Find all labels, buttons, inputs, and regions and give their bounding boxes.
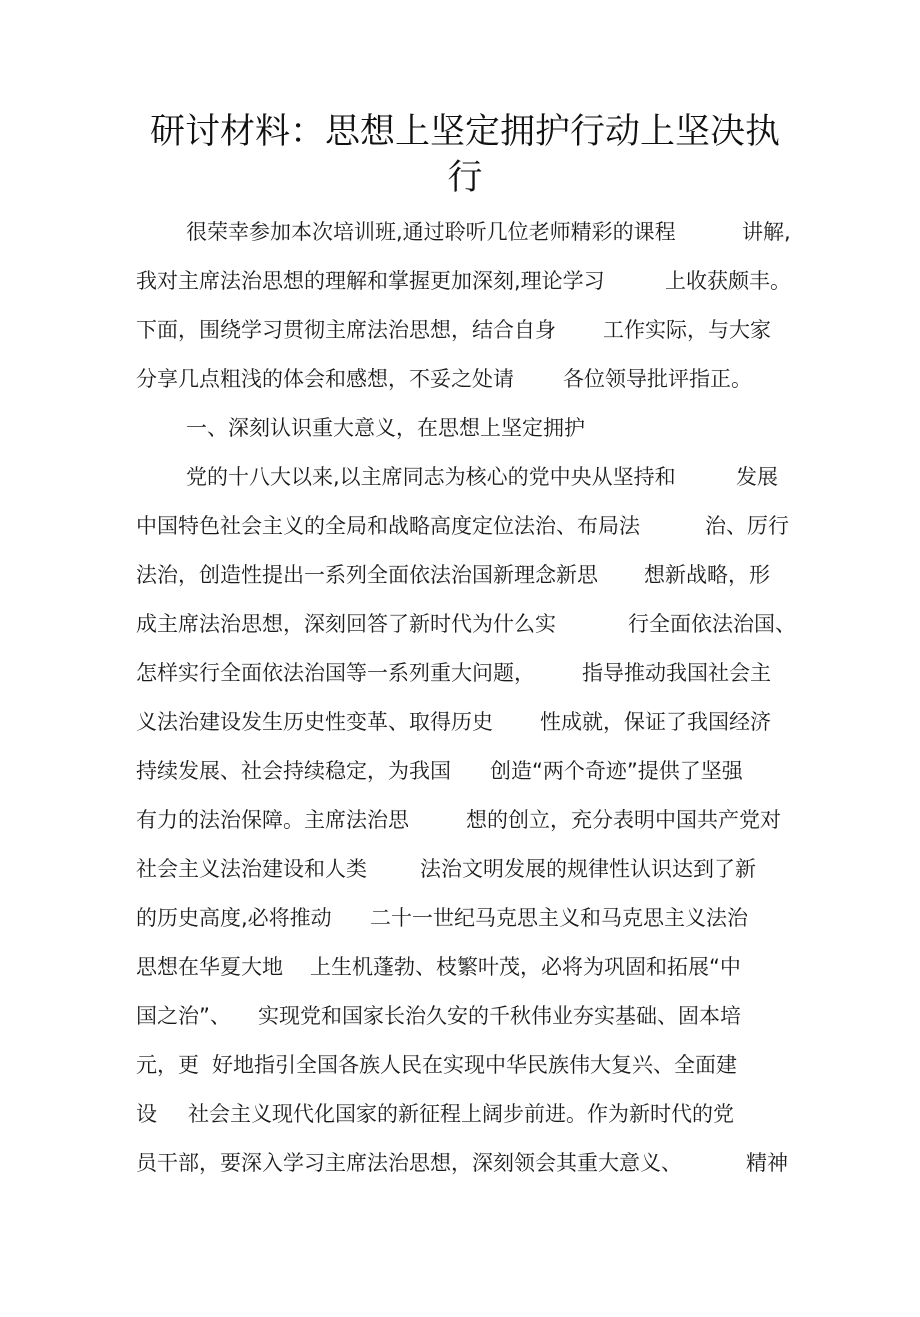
text-segment: 持续发展、社会持续稳定，为我国 xyxy=(136,759,451,783)
text-segment: 元，更 xyxy=(136,1053,199,1077)
document-title-line-1: 研讨材料：思想上坚定拥护行动上坚决执 xyxy=(150,112,781,152)
text-segment: 国之治”、 xyxy=(136,1004,231,1028)
text-segment: 法治，创造性提出一系列全面依法治国新理念新思 xyxy=(136,563,598,587)
body-line xyxy=(0,210,920,254)
text-segment: 讲解, xyxy=(742,220,791,244)
text-segment: 的历史高度,必将推动 xyxy=(136,906,332,930)
text-segment: 想的创立，充分表明中国共产党对 xyxy=(466,808,781,832)
text-segment: 发展 xyxy=(736,465,778,489)
text-segment: 社会主义现代化国家的新征程上阔步前进。作为新时代的党 xyxy=(188,1102,734,1126)
body-line xyxy=(0,455,920,499)
text-segment: 上生机蓬勃、枝繁叶茂，必将为巩固和拓展“中 xyxy=(310,955,741,979)
body-line xyxy=(0,259,920,303)
body-line xyxy=(0,700,920,744)
text-segment: 党的十八大以来,以主席同志为核心的党中央从坚持和 xyxy=(186,465,676,489)
body-line xyxy=(0,1092,920,1136)
text-segment: 成主席法治思想，深刻回答了新时代为什么实 xyxy=(136,612,556,636)
text-segment: 指导推动我国社会主 xyxy=(582,661,771,685)
body-line xyxy=(0,308,920,352)
text-segment: 下面，围绕学习贯彻主席法治思想，结合自身 xyxy=(136,318,556,342)
text-segment: 中国特色社会主义的全局和战略高度定位法治、布局法 xyxy=(136,514,640,538)
text-segment: 设 xyxy=(136,1102,157,1126)
section-heading xyxy=(0,406,920,450)
text-segment: 社会主义法治建设和人类 xyxy=(136,857,367,881)
text-segment: 有力的法治保障。主席法治思 xyxy=(136,808,409,832)
text-segment: 我对主席法治思想的理解和掌握更加深刻,理论学习 xyxy=(136,269,605,293)
body-line xyxy=(0,1141,920,1185)
body-line xyxy=(0,1043,920,1087)
text-segment: 二十一世纪马克思主义和马克思主义法治 xyxy=(370,906,748,930)
text-segment: 员干部，要深入学习主席法治思想，深刻领会其重大意义、 xyxy=(136,1151,682,1175)
heading-text: 一、深刻认识重大意义，在思想上坚定拥护 xyxy=(186,416,585,440)
text-segment: 分享几点粗浅的体会和感想，不妥之处请 xyxy=(136,367,514,391)
text-segment: 怎样实行全面依法治国等一系列重大问题， xyxy=(136,661,535,685)
text-segment: 行全面依法治国、 xyxy=(628,612,796,636)
body-line xyxy=(0,994,920,1038)
body-line xyxy=(0,504,920,548)
body-line xyxy=(0,798,920,842)
text-segment: 好地指引全国各族人民在实现中华民族伟大复兴、全面建 xyxy=(212,1053,737,1077)
text-segment: 性成就，保证了我国经济 xyxy=(540,710,771,734)
document-title-line-2: 行 xyxy=(447,158,483,198)
text-segment: 各位领导批评指正。 xyxy=(563,367,752,391)
body-line xyxy=(0,847,920,891)
body-line xyxy=(0,602,920,646)
body-line xyxy=(0,896,920,940)
text-segment: 实现党和国家长治久安的千秋伟业夯实基础、固本培 xyxy=(258,1004,741,1028)
text-segment: 义法治建设发生历史性变革、取得历史 xyxy=(136,710,493,734)
text-segment: 创造“两个奇迹”提供了坚强 xyxy=(490,759,743,783)
text-segment: 精神 xyxy=(746,1151,788,1175)
text-segment: 治、厉行 xyxy=(705,514,789,538)
text-segment: 很荣幸参加本次培训班,通过聆听几位老师精彩的课程 xyxy=(186,220,676,244)
text-segment: 思想在华夏大地 xyxy=(136,955,283,979)
body-line xyxy=(0,553,920,597)
body-line xyxy=(0,749,920,793)
text-segment: 想新战略，形 xyxy=(644,563,770,587)
body-line xyxy=(0,945,920,989)
text-segment: 法治文明发展的规律性认识达到了新 xyxy=(420,857,756,881)
body-line xyxy=(0,357,920,401)
text-segment: 工作实际，与大家 xyxy=(603,318,771,342)
text-segment: 上收获颇丰。 xyxy=(665,269,791,293)
body-line xyxy=(0,651,920,695)
